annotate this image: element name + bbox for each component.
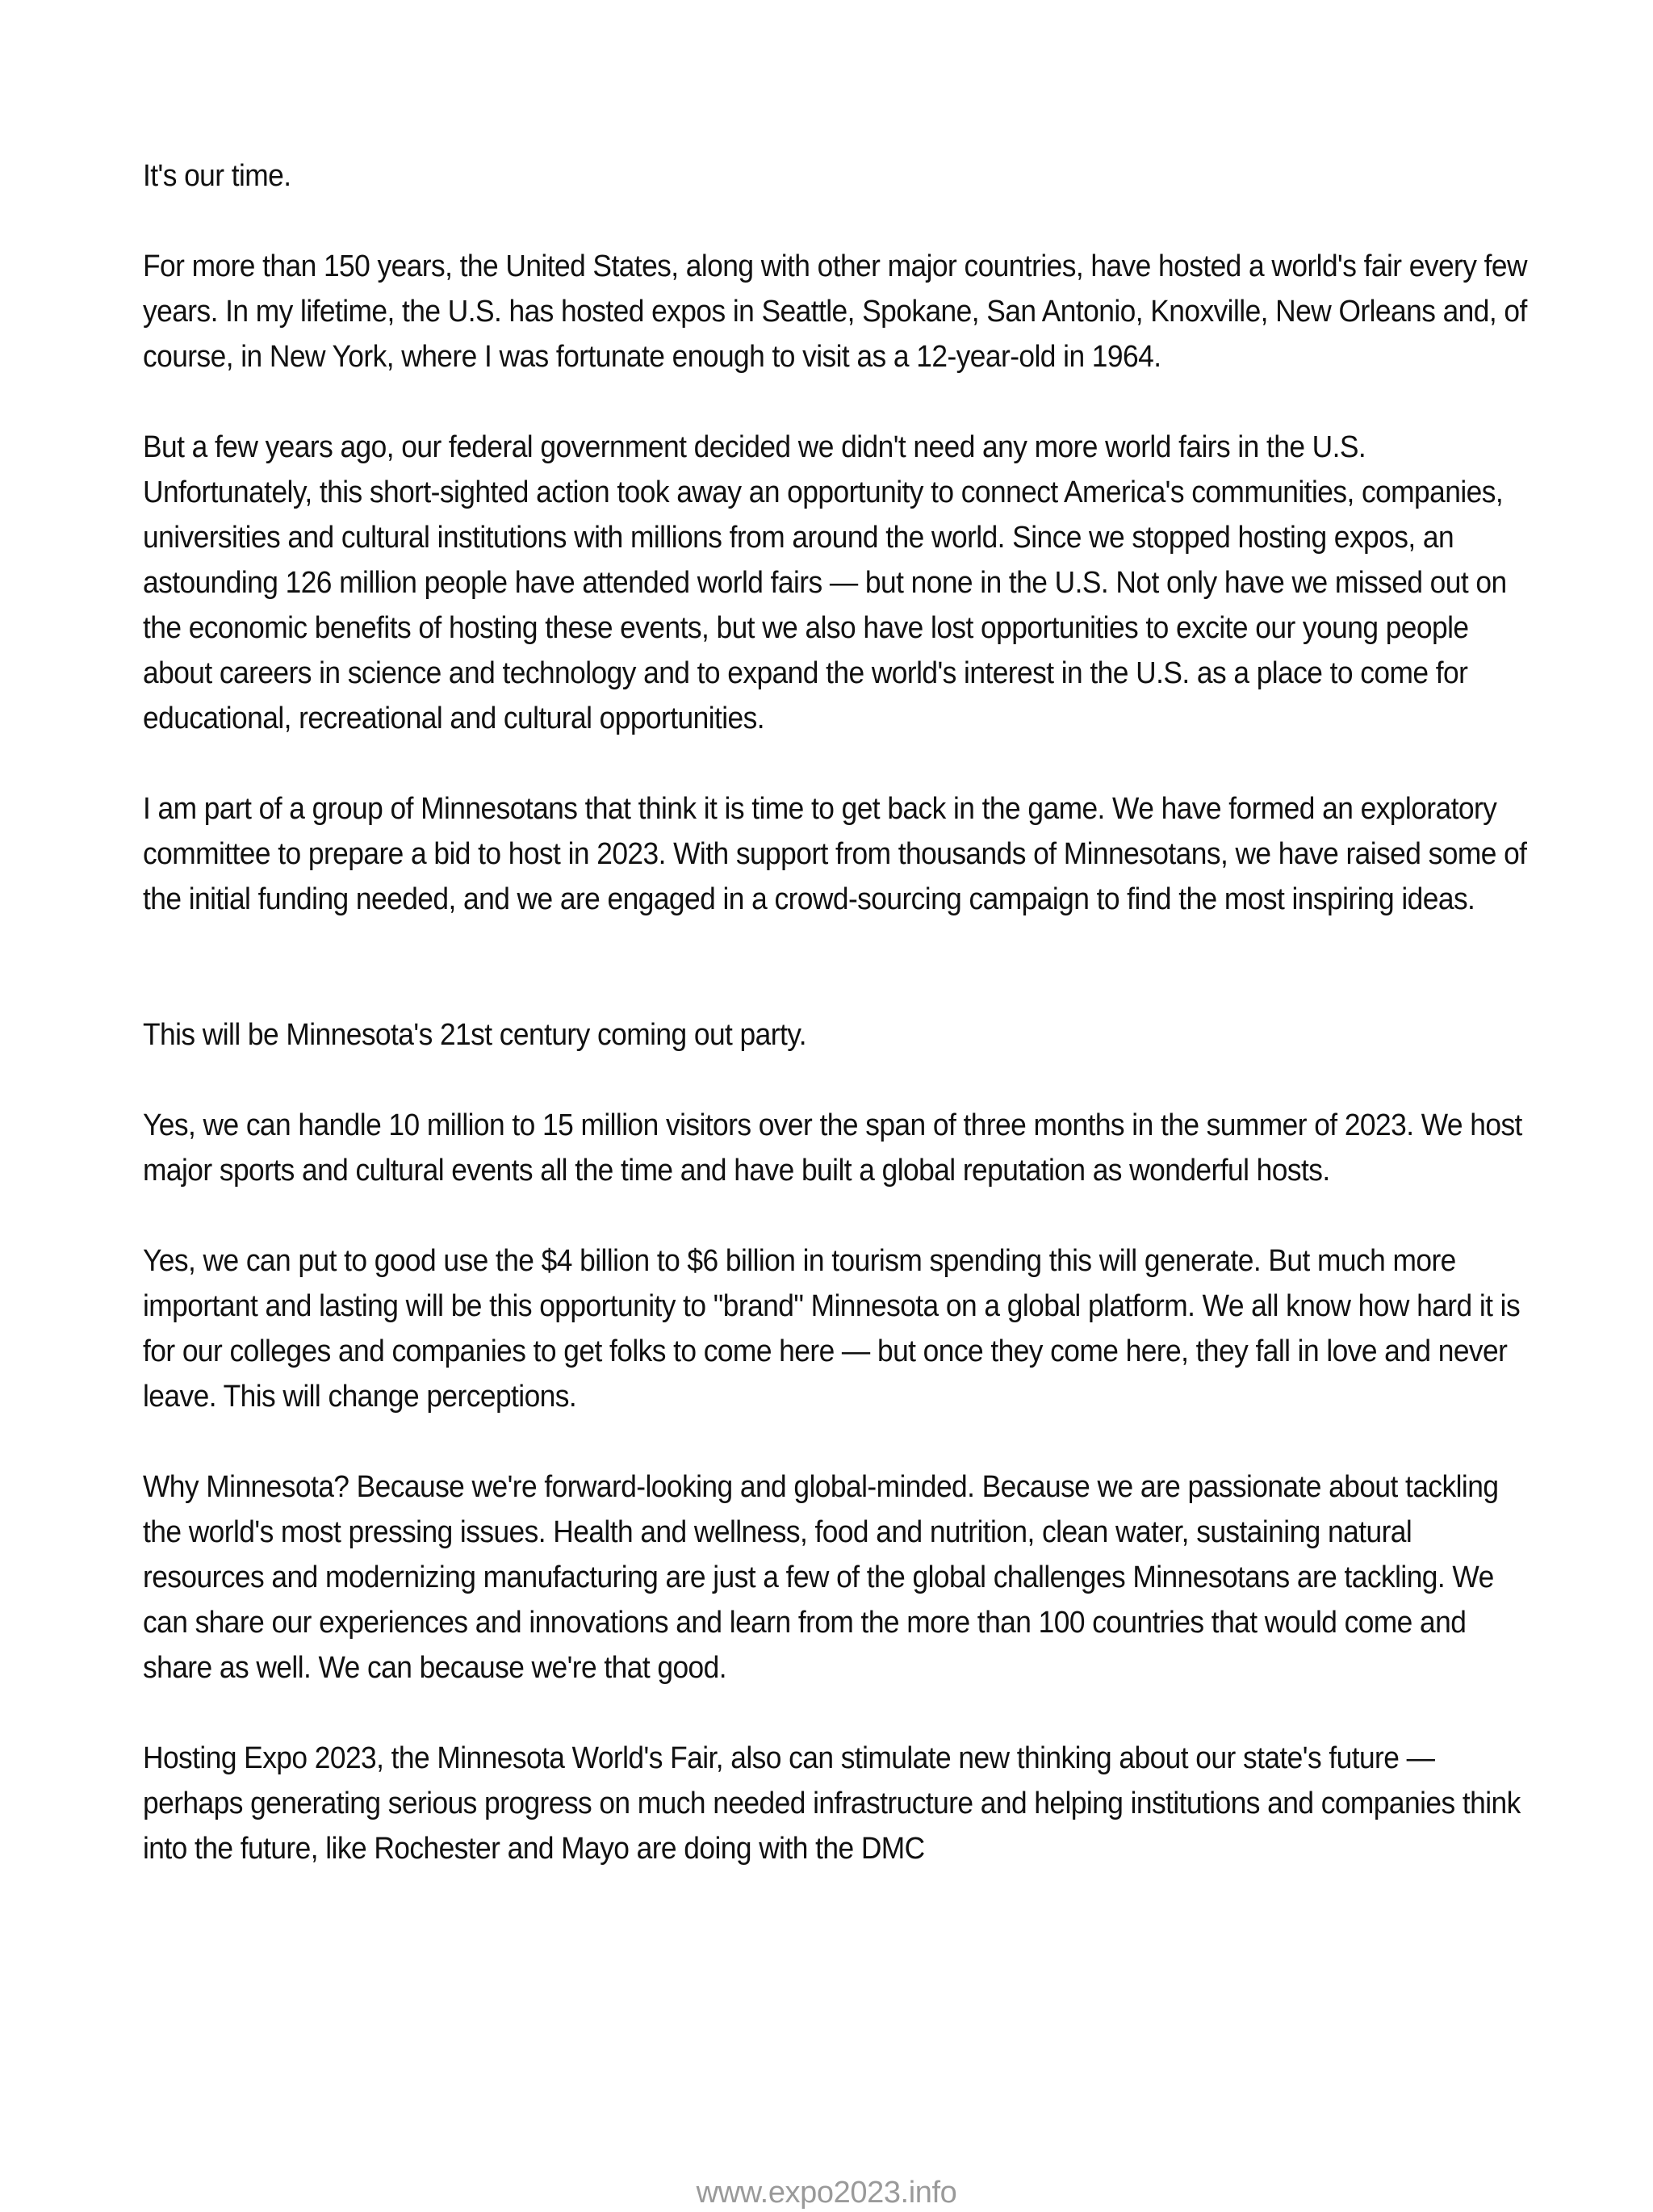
paragraph-history: For more than 150 years, the United States, along with other major countries, have hosted a world's fair every few years. In my lifetime, the U.S. has hosted expos in Seattle, Spokane, San Antonio, Knoxville, New Orleans and, of course, in New York, where I was fortunate enough to visit as a 12-year-old in 1964. xyxy=(143,249,1527,374)
paragraph-why-minnesota: Why Minnesota? Because we're forward-looking and global-minded. Because we are passionate about tackling the world's most pressing issues. Health and wellness, food and nutrition, clean water, sustaining natural resources and modernizing manufacturing are just a few of the global challenges Minnesotans are tackling. We can share our experiences and innovations and learn from the more than 100 countries that would come and share as well. We can because we're that good. xyxy=(143,1470,1499,1685)
paragraph-visitors: Yes, we can handle 10 million to 15 million visitors over the span of three months in the summer of 2023. We host major sports and cultural events all the time and have built a global reputation as wonderful hosts. xyxy=(143,1108,1522,1188)
document-body xyxy=(143,153,1531,1917)
paragraph-federal-decision: But a few years ago, our federal government decided we didn't need any more world fairs in the U.S. Unfortunately, this short-sighted action took away an opportunity to connect America's communities, companies, universities and cultural institutions with millions from around the world. Since we stopped hosting expos, an astounding 126 million people have attended world fairs — but none in the U.S. Not only have we missed out on the economic benefits of hosting these events, but we also have lost opportunities to excite our young people about careers in science and technology and to expand the world's interest in the U.S. as a place to come for educational, recreational and cultural opportunities. xyxy=(143,430,1507,735)
paragraph-committee: I am part of a group of Minnesotans that think it is time to get back in the game. We have formed an exploratory committee to prepare a bid to host in 2023. With support from thousands of Minnesotans, we have raised some of the initial funding needed, and we are engaged in a crowd-sourcing campaign to find the most inspiring ideas. xyxy=(143,792,1527,916)
paragraph-tourism: Yes, we can put to good use the $4 billion to $6 billion in tourism spending this will generate. But much more important and lasting will be this opportunity to "brand" Minnesota on a global platform. We all know how hard it is for our colleges and companies to get folks to come here — but once they come here, they fall in love and never leave. This will change perceptions. xyxy=(143,1244,1521,1414)
paragraph-future: Hosting Expo 2023, the Minnesota World's Fair, also can stimulate new thinking about our state's future — perhaps generating serious progress on much needed infrastructure and helping institutions and companies think into the future, like Rochester and Mayo are doing with the DMC xyxy=(143,1741,1521,1866)
paragraph-coming-out-party: This will be Minnesota's 21st century coming out party. xyxy=(143,1018,806,1052)
footer-url: www.expo2023.info xyxy=(696,2176,957,2210)
paragraph-opening: It's our time. xyxy=(143,159,291,193)
